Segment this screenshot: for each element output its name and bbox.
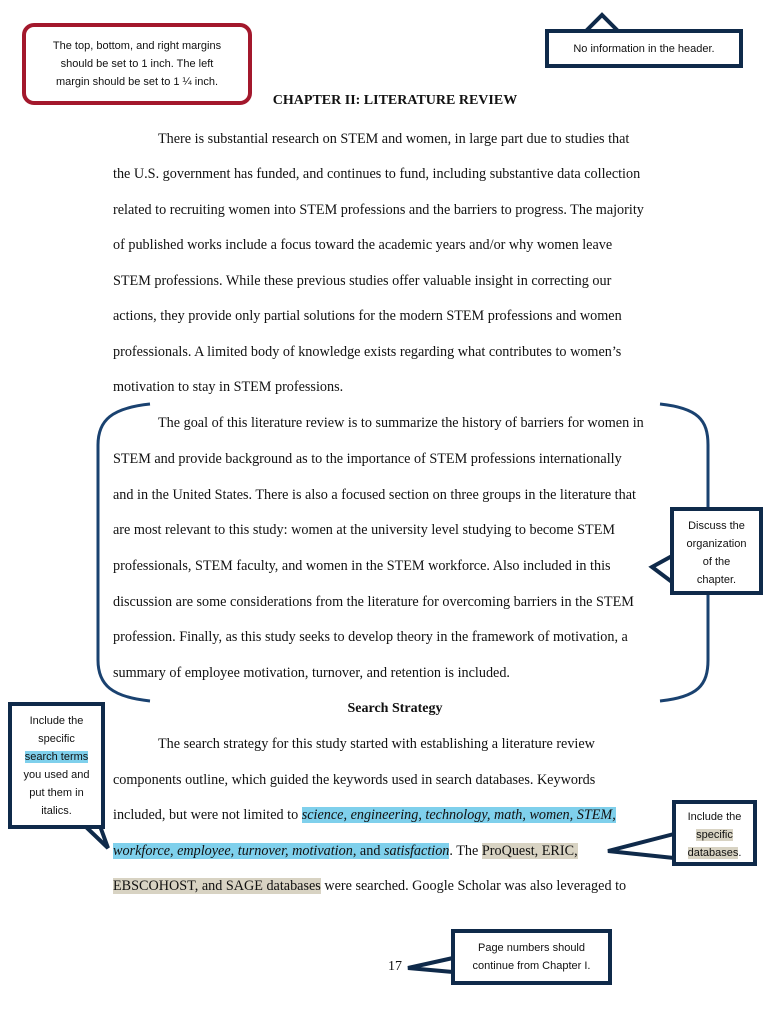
paragraph-line: professionals, STEM faculty, and women in the STEM workforce. Also included in this (113, 558, 611, 574)
databases-highlight: EBSCOHOST, and SAGE databases (113, 878, 321, 894)
search-terms-callout-pointer (85, 826, 108, 848)
search-terms-callout-highlight: search terms (24, 751, 89, 763)
header-callout-text: No information in the header. (573, 43, 715, 55)
databases-highlight: ProQuest, ERIC, (481, 843, 578, 859)
organization-callout-line: of the (702, 556, 731, 568)
paragraph-line: professionals. A limited body of knowledge exists regarding what contributes to women’s (113, 344, 622, 360)
search-terms-highlight (113, 843, 449, 859)
page-numbers-callout-pointer (408, 958, 453, 972)
paragraph-line: The goal of this literature review is to summarize the history of barriers for women in (158, 415, 644, 431)
page-numbers-callout (451, 929, 612, 985)
search-terms-callout-line: Include the (29, 715, 84, 727)
paragraph-line: are most relevant to this study: women at the university level studying to become STEM (113, 522, 615, 538)
organization-callout-line: Discuss the (688, 520, 745, 532)
paragraph-line (113, 842, 578, 860)
left-bracket (98, 404, 150, 701)
paragraph-line: of published works include a focus toward the academic years and/or why women leave (113, 237, 613, 253)
search-terms-callout-line: put them in (29, 787, 84, 799)
databases-callout-line (676, 844, 753, 862)
chapter-title: CHAPTER II: LITERATURE REVIEW (272, 93, 518, 108)
databases-callout-highlight: databases (687, 847, 739, 859)
paragraph-line: components outline, which guided the keywords used in search databases. Keywords (113, 772, 596, 788)
paragraph-line: STEM and provide background as to the importance of STEM professions internationally (113, 451, 622, 467)
margins-callout-line: The top, bottom, and right margins (52, 40, 222, 52)
search-terms-callout-line: specific (38, 733, 75, 745)
databases-callout-pointer (608, 834, 674, 858)
text-run: . The (449, 843, 482, 859)
search-terms: science, engineering, technology, math, women, STEM, (301, 807, 616, 823)
margins-callout-line: margin should be set to 1 ¼ inch. (55, 76, 219, 88)
page-number: 17 (388, 959, 402, 974)
section-heading: Search Strategy (347, 701, 443, 716)
databases-callout-highlight: specific (696, 829, 733, 841)
databases-callout-line (676, 826, 753, 844)
databases-callout (672, 800, 757, 866)
organization-callout (670, 507, 763, 595)
header-callout (545, 29, 743, 68)
search-terms-highlight (302, 807, 616, 823)
search-terms: satisfaction (383, 843, 450, 859)
databases-callout-period: . (738, 847, 742, 859)
databases-callout-line: Include the (687, 811, 742, 823)
page-numbers-callout-line: Page numbers should (477, 942, 585, 954)
paragraph-line: related to recruiting women into STEM professions and the barriers to progress. The majority (113, 202, 644, 218)
paragraph-line: and in the United States. There is also a focused section on three groups in the literature that (113, 487, 636, 503)
search-terms: workforce, employee, turnover, motivation, (113, 843, 357, 859)
page-numbers-callout-line: continue from Chapter I. (472, 960, 591, 972)
search-terms-callout (8, 702, 105, 829)
paragraph-line: The search strategy for this study started with establishing a literature review (158, 736, 595, 752)
text-run: and (356, 843, 384, 859)
paragraph-line: the U.S. government has funded, and continues to fund, including substantive data collection (113, 166, 641, 182)
paragraph-line (113, 877, 626, 895)
text-run: were searched. Google Scholar was also leveraged to (320, 878, 627, 894)
paragraph-line: actions, they provide only partial solutions for the modern STEM professions and women (113, 308, 622, 324)
paragraph-line: summary of employee motivation, turnover, and retention is included. (113, 665, 510, 681)
paragraph-line: profession. Finally, as this study seeks to develop theory in the framework of motivation, a (113, 629, 628, 645)
text-run: included, but were not limited to (113, 807, 302, 823)
paragraph-line (113, 806, 616, 824)
search-terms-callout-line: italics. (41, 805, 72, 817)
margins-callout-line: should be set to 1 inch. The left (60, 58, 214, 70)
organization-callout-line: chapter. (696, 574, 737, 586)
paragraph-line: There is substantial research on STEM and women, in large part due to studies that (158, 131, 630, 147)
paragraph-line: STEM professions. While these previous studies offer valuable insight in correcting our (113, 273, 612, 289)
organization-callout-line: organization (686, 538, 747, 550)
search-terms-callout-line: you used and (23, 769, 90, 781)
organization-callout-pointer (652, 556, 672, 582)
paragraph-line: motivation to stay in STEM professions. (113, 379, 344, 395)
search-terms-callout-line (12, 748, 101, 766)
paragraph-line: discussion are some considerations from the literature for overcoming barriers in the STEM (113, 594, 634, 610)
